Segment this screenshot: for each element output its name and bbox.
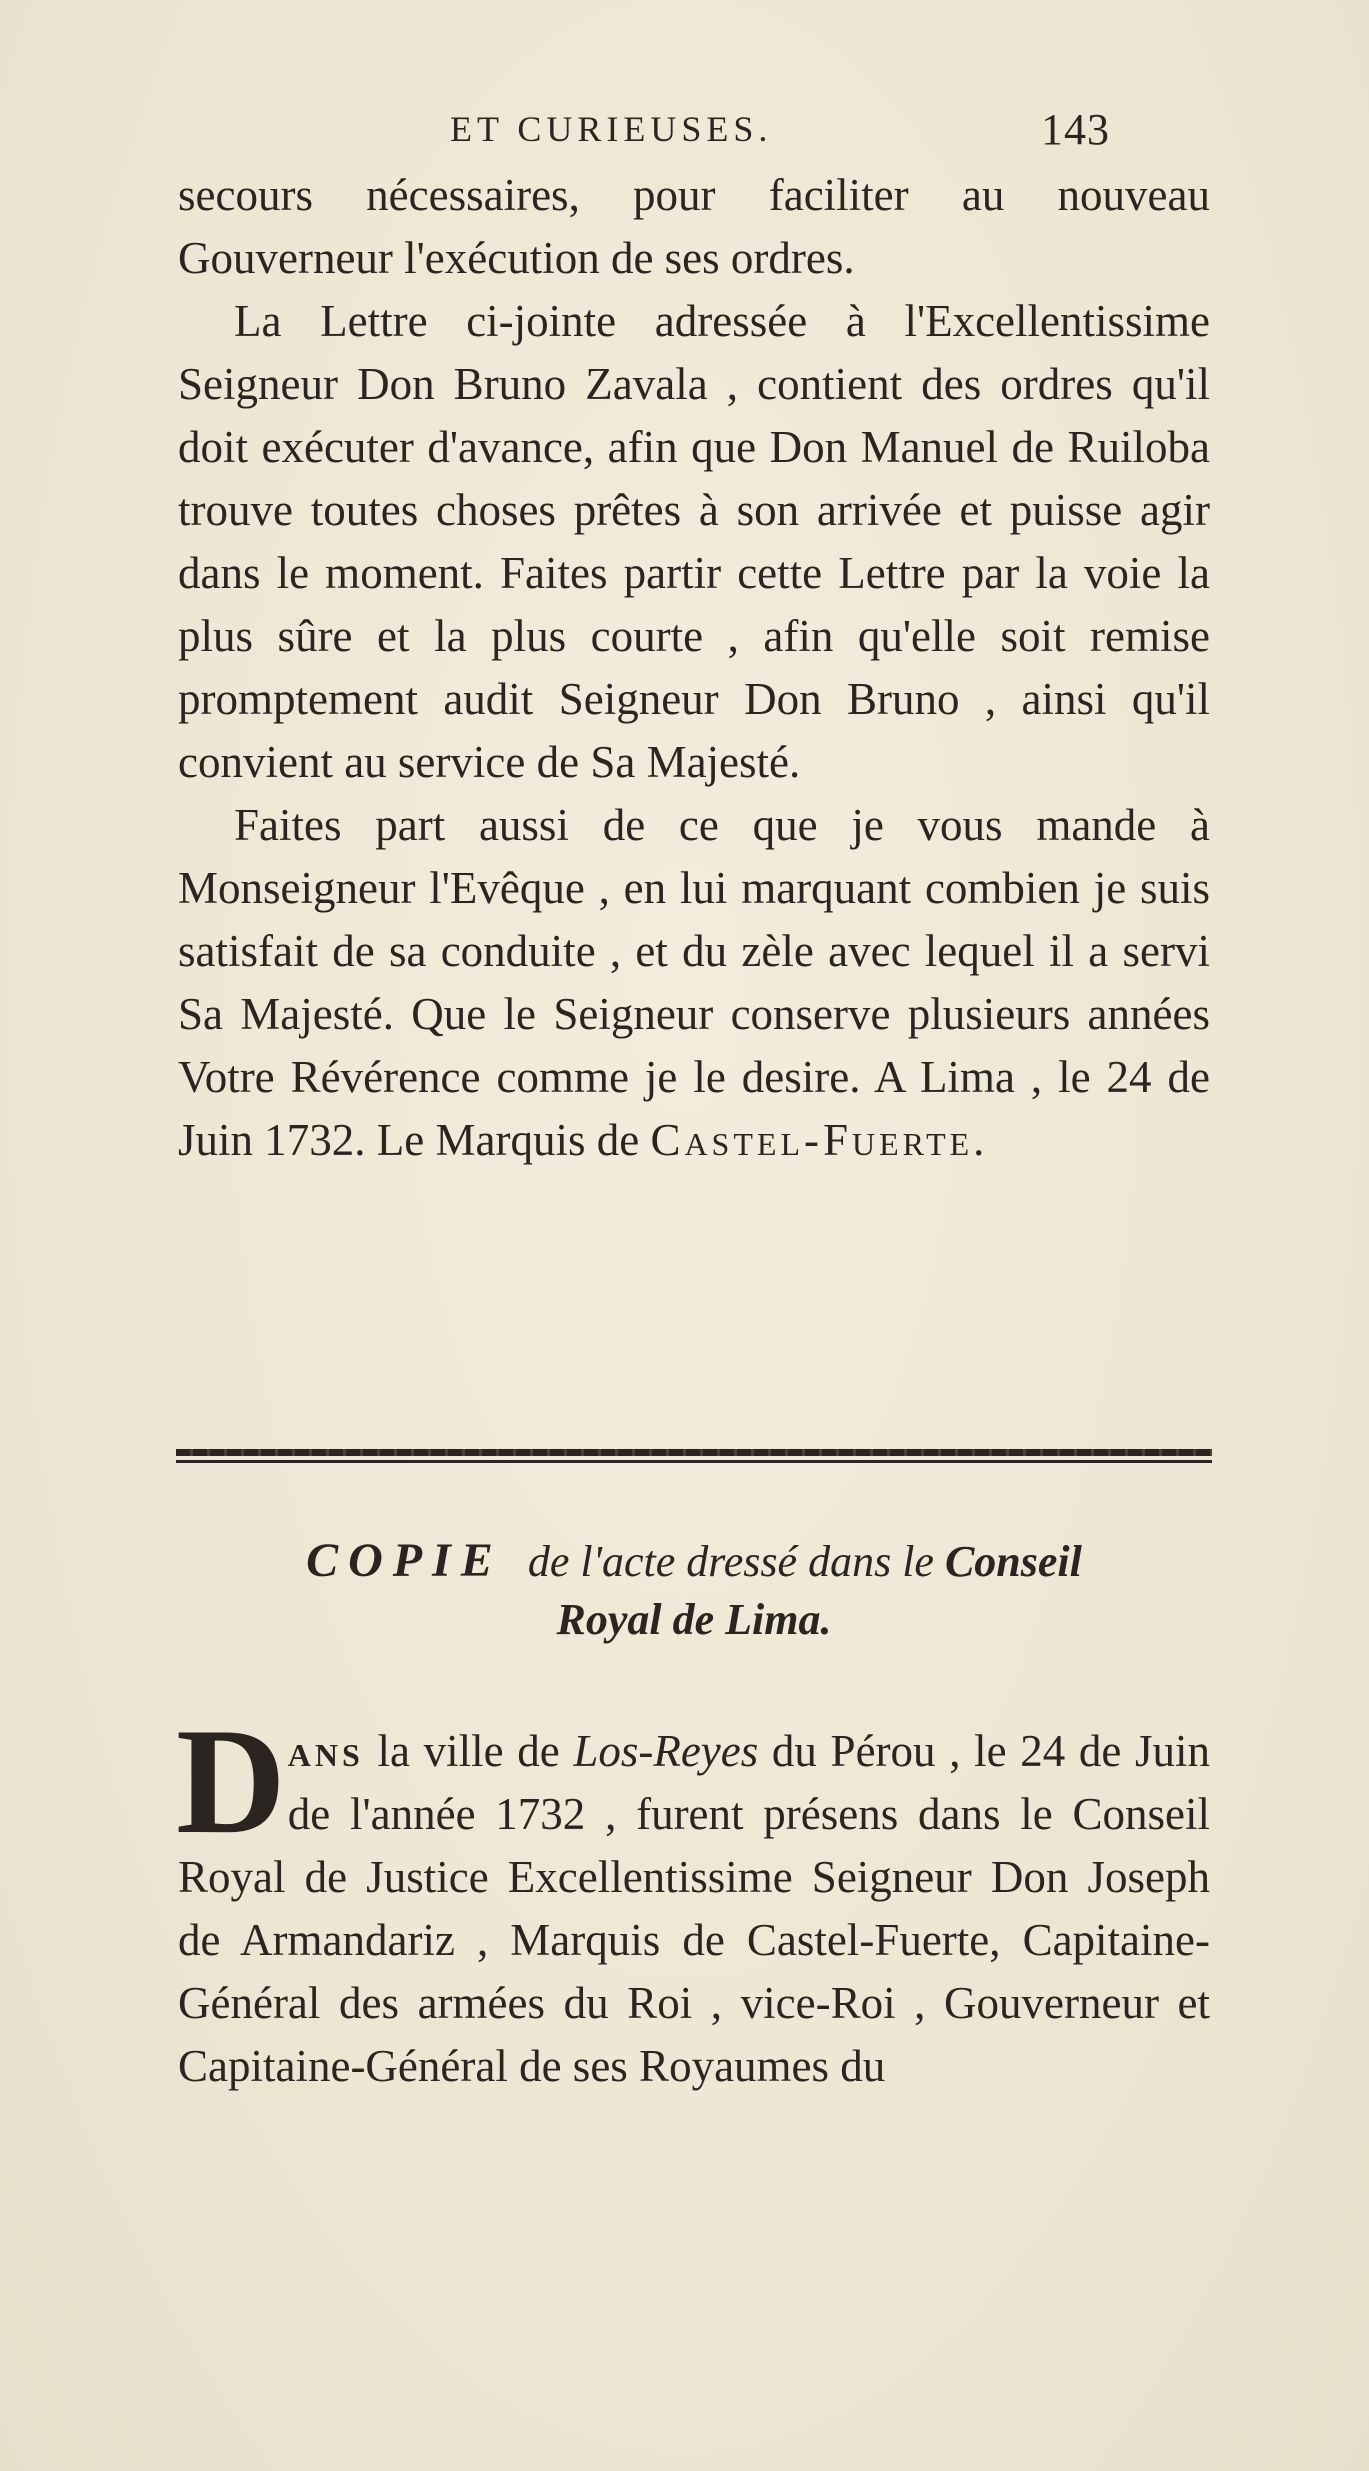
place-los-reyes: Los-Reyes [573, 1726, 759, 1776]
divider-thick-line [176, 1449, 1212, 1456]
drop-cap: D [176, 1697, 286, 1865]
closing-text: Faites part aussi de ce que je vous mande à Monseigneur l'Evêque , en lui marquant combien je suis satisfait de sa conduite , et du zèle avec lequel il a servi Sa Majesté. Que le Seigneur conserve plusieurs années Votre Révérence comme je le desire. A Lima , le 24 de Juin 1732. Le Marquis de [178, 800, 1210, 1165]
signature-castel-fuerte: Castel-Fuerte. [650, 1115, 989, 1165]
divider-thin-line [176, 1460, 1212, 1463]
letter-text [178, 164, 1210, 1172]
running-head-title: ET CURIEUSES. [450, 109, 773, 149]
acte-text [176, 1697, 1210, 2098]
paragraph-acte-opening [176, 1697, 1210, 2098]
paragraph-continuation: secours nécessaires, pour faciliter au nouveau Gouverneur l'exécution de ses ordres. [178, 170, 1210, 283]
running-head [450, 105, 1110, 158]
paragraph-letter-instructions: La Lettre ci-jointe adressée à l'Excellentissime Seigneur Don Bruno Zavala , contient des ordres qu'il doit exécuter d'avance, afin que Don Manuel de Ruiloba trouve toutes choses prêtes à son arrivée et puisse agir dans le moment. Faites partir cette Lettre par la voie la plus sûre et la plus courte , afin qu'elle soit remise promptement audit Seigneur Don Bruno , ainsi qu'il convient au service de Sa Majesté. [178, 296, 1210, 787]
page-number: 143 [1041, 105, 1110, 154]
opening-smallcaps: ans [287, 1726, 364, 1776]
section-divider [176, 1449, 1212, 1465]
acte-text-1: la ville de [363, 1726, 574, 1776]
heading-copie: COPIE [306, 1534, 503, 1587]
acte-text-2: du Pérou , le 24 de Juin de l'année 1732 , furent présens dans le Conseil Royal de Justice Excellentissime Seigneur Don Joseph de Armandariz , Marquis de Castel-Fuerte, Capitaine-Général des armées du Roi , vice-Roi , Gouverneur et Capitaine-Général de ses Royaumes du [178, 1726, 1210, 2091]
heading-line-2: Royal de Lima. [556, 1595, 832, 1644]
paragraph-closing [178, 794, 1210, 1172]
heading-line-1-rest: de l'acte dressé dans le [527, 1537, 934, 1586]
heading-line-1 [176, 1532, 1212, 1591]
section-heading [176, 1532, 1212, 1649]
heading-conseil: Conseil [944, 1537, 1082, 1586]
